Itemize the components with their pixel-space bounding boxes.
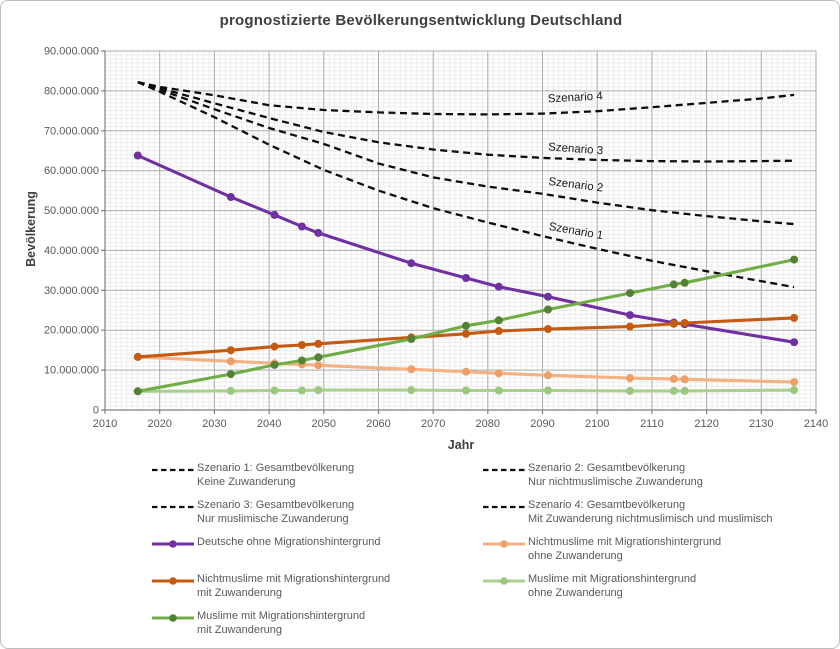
- legend-swatch: [151, 574, 195, 592]
- legend-item-muslime_mit: [151, 610, 486, 647]
- legend-label-line2: ohne Zuwanderung: [528, 549, 623, 562]
- x-tick-label: 2070: [420, 418, 446, 430]
- legend-item-deutsche: [151, 536, 486, 573]
- legend-label: [526, 536, 721, 563]
- legend-line-marker-icon: [151, 575, 195, 587]
- legend-label: [526, 573, 696, 600]
- scenario-annotation: Szenario 4: [547, 90, 604, 106]
- x-tick-label: 2080: [475, 418, 501, 430]
- legend-item-szenario2: [482, 462, 817, 499]
- legend-label-line1: Nichtmuslime mit Migrationshintergrund: [528, 536, 722, 548]
- legend-label-line1: Szenario 1: Gesamtbevölkerung: [197, 462, 355, 474]
- legend-line-marker-icon: [151, 538, 195, 550]
- legend-line-marker-icon: [151, 612, 195, 624]
- x-tick-label: 2060: [366, 418, 391, 430]
- legend-item-muslime_ohne: [482, 573, 817, 610]
- x-tick-label: 2010: [92, 418, 118, 430]
- legend-label-line1: Nichtmuslime mit Migrationshintergrund: [197, 573, 391, 585]
- legend-label-line1: Szenario 3: Gesamtbevölkerung: [197, 499, 355, 511]
- legend-label: [195, 610, 365, 637]
- x-tick-label: 2100: [584, 418, 610, 430]
- legend-swatch: [151, 500, 195, 518]
- y-tick-label: 0: [92, 404, 99, 417]
- legend-label-line2: Nur nichtmuslimische Zuwanderung: [528, 475, 703, 488]
- x-tick-label: 2130: [749, 418, 774, 430]
- legend-line-marker-icon: [482, 538, 526, 550]
- legend-dashed-line-icon: [151, 501, 195, 513]
- chart-title: prognostizierte Bevölkerungsentwicklung Deutschland: [219, 12, 623, 29]
- legend-dashed-line-icon: [482, 501, 526, 513]
- x-axis-title: Jahr: [447, 438, 475, 452]
- legend-label-line2: Nur muslimische Zuwanderung: [197, 512, 349, 525]
- legend-label: [195, 499, 354, 526]
- legend-label: [526, 462, 703, 489]
- scenario-annotation: Szenario 1: [547, 220, 605, 243]
- legend-item-szenario1: [151, 462, 486, 499]
- legend-dashed-line-icon: [151, 464, 195, 476]
- legend-column-2: [482, 462, 817, 610]
- legend-line-marker-icon: [482, 575, 526, 587]
- y-tick-labels: [44, 46, 99, 417]
- legend-item-nichtmuslime_ohne: [482, 536, 817, 573]
- legend-item-nichtmuslime_mit: [151, 573, 486, 610]
- legend-label-line2: Keine Zuwanderung: [197, 475, 296, 488]
- legend-item-szenario4: [482, 499, 817, 536]
- legend-label-line1: Muslime mit Migrationshintergrund: [528, 573, 697, 585]
- legend-label: [526, 499, 773, 526]
- x-tick-label: 2030: [202, 418, 227, 430]
- legend-dashed-line-icon: [482, 464, 526, 476]
- x-tick-label: 2020: [147, 418, 172, 430]
- legend-swatch: [151, 537, 195, 555]
- y-tick-label: 70.000.000: [43, 125, 99, 138]
- legend-label: [195, 573, 390, 600]
- x-tick-label: 2140: [803, 418, 829, 430]
- x-tick-label: 2090: [530, 418, 555, 430]
- scenario-annotation: Szenario 2: [547, 175, 604, 195]
- y-axis-title: Bevölkerung: [24, 191, 38, 267]
- legend-label-line1: Muslime mit Migrationshintergrund: [197, 610, 366, 622]
- y-tick-label: 60.000.000: [43, 165, 99, 178]
- legend-swatch: [482, 500, 526, 518]
- y-tick-label: 10.000.000: [43, 364, 99, 377]
- legend-swatch: [482, 574, 526, 592]
- legend-swatch: [151, 463, 195, 481]
- y-tick-label: 80.000.000: [43, 85, 99, 98]
- legend-swatch: [482, 537, 526, 555]
- legend-label-line2: mit Zuwanderung: [197, 623, 282, 636]
- plot-svg: [1, 1, 840, 456]
- minor-gridlines: [105, 51, 816, 410]
- x-tick-label: 2040: [256, 418, 282, 430]
- x-tick-label: 2050: [311, 418, 337, 430]
- legend-label-line1: Szenario 2: Gesamtbevölkerung: [528, 462, 686, 474]
- y-tick-label: 90.000.000: [43, 45, 99, 58]
- legend-label-line1: Szenario 4: Gesamtbevölkerung: [528, 499, 686, 511]
- legend-label-line2: Mit Zuwanderung nichtmuslimisch und muslimisch: [528, 512, 773, 525]
- legend-item-szenario3: [151, 499, 486, 536]
- scenario-annotation: Szenario 3: [547, 141, 604, 158]
- legend-label-line2: mit Zuwanderung: [197, 586, 282, 599]
- legend-label-line2: ohne Zuwanderung: [528, 586, 623, 599]
- y-tick-label: 50.000.000: [43, 205, 99, 218]
- x-tick-label: 2120: [694, 418, 719, 430]
- y-tick-label: 30.000.000: [43, 284, 99, 297]
- legend-swatch: [482, 463, 526, 481]
- y-tick-label: 40.000.000: [43, 244, 99, 257]
- y-tick-label: 20.000.000: [43, 324, 99, 337]
- legend-label: [195, 536, 380, 550]
- x-tick-labels: [93, 418, 828, 430]
- legend-swatch: [151, 611, 195, 629]
- legend-label-line1: Deutsche ohne Migrationshintergrund: [197, 536, 381, 548]
- legend-label: [195, 462, 354, 489]
- x-tick-label: 2110: [640, 418, 664, 430]
- legend-column-1: [151, 462, 486, 647]
